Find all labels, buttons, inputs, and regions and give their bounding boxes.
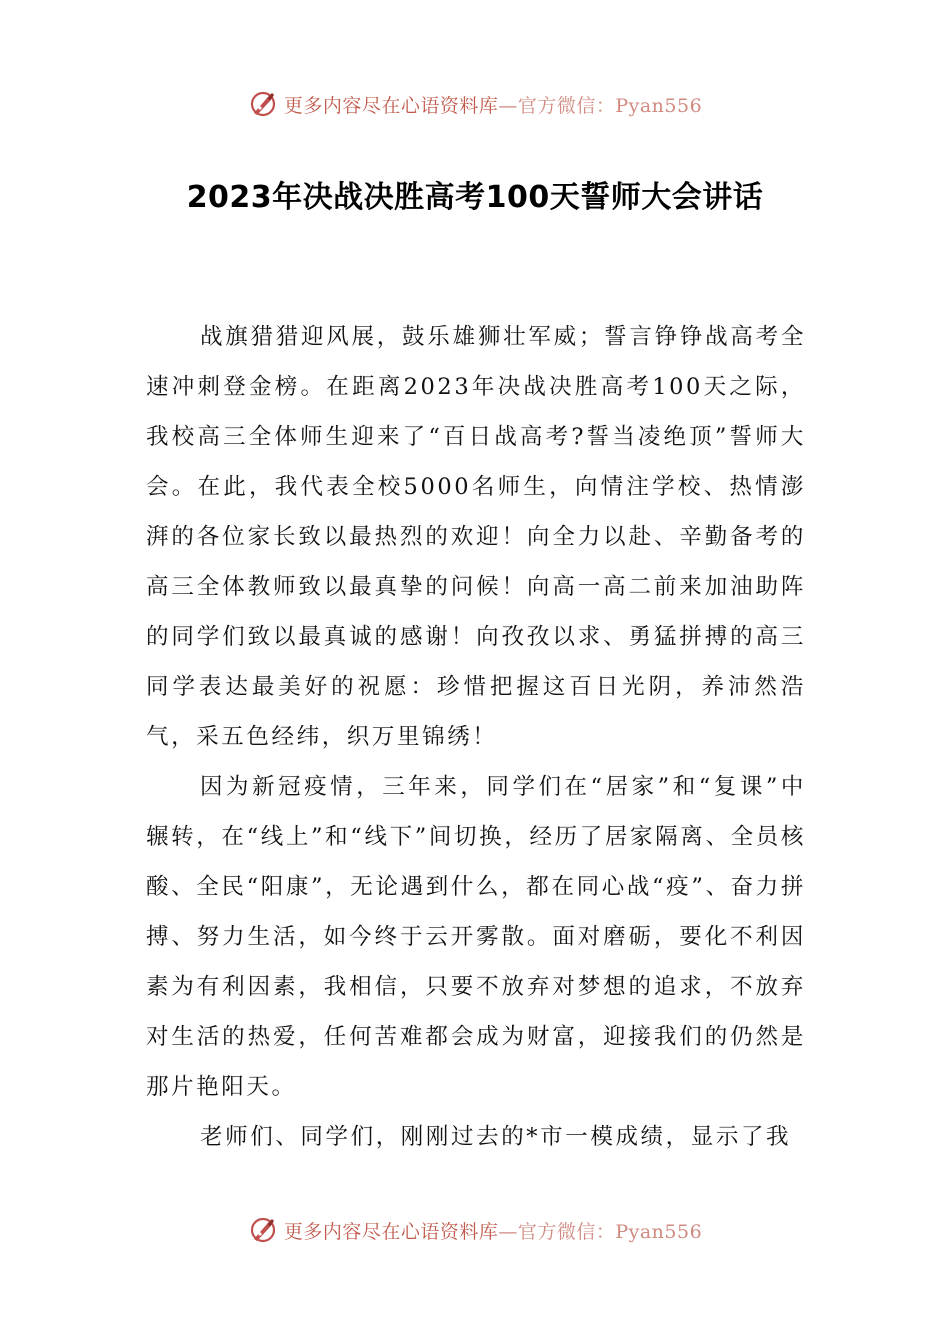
document-body [146, 312, 806, 1162]
footer-banner [0, 1210, 950, 1250]
pen-nib-logo-icon [248, 89, 278, 119]
header-separator: — [498, 94, 518, 117]
paragraph-3: 老师们、同学们，刚刚过去的*市一模成绩，显示了我 [200, 1124, 792, 1150]
header-brand-text: 更多内容尽在心语资料库 [283, 94, 499, 117]
document-title: 2023年决战决胜高考100天誓师大会讲话 [186, 180, 764, 215]
header-banner-text [284, 91, 702, 118]
footer-separator: — [498, 1220, 518, 1243]
pen-nib-logo-icon [248, 1215, 278, 1245]
header-banner [0, 84, 950, 124]
paragraph-2: 因为新冠疫情，三年来，同学们在“居家”和“复课”中辗转，在“线上”和“线下”间切换，经历了居家隔离、全员核酸、全民“阳康”，无论遇到什么，都在同心战“疫”、奋力拼搏、努力生活，如今终于云开雾散。面对磨砺，要化不利因素为有利因素，我相信，只要不放弃对梦想的追求，不放弃对生活的热爱，任何苦难都会成为财富，迎接我们的仍然是那片艳阳天。 [146, 774, 806, 1100]
paragraph-1: 战旗猎猎迎风展，鼓乐雄狮壮军威；誓言铮铮战高考全速冲刺登金榜。在距离2023年决战决胜高考100天之际，我校高三全体师生迎来了“百日战高考?誓当凌绝顶”誓师大会。在此，我代表全校5000名师生，向情注学校、热情澎湃的各位家长致以最热烈的欢迎！向全力以赴、辛勤备考的高三全体教师致以最真挚的问候！向高一高二前来加油助阵的同学们致以最真诚的感谢！向孜孜以求、勇猛拼搏的高三同学表达最美好的祝愿：珍惜把握这百日光阴，养沛然浩气，采五色经纬，织万里锦绣！ [146, 324, 806, 750]
footer-contact-text: 官方微信：Pyan556 [517, 1220, 703, 1243]
footer-banner-text [284, 1217, 702, 1244]
footer-brand-text: 更多内容尽在心语资料库 [283, 1220, 499, 1243]
header-contact-text: 官方微信：Pyan556 [517, 94, 703, 117]
